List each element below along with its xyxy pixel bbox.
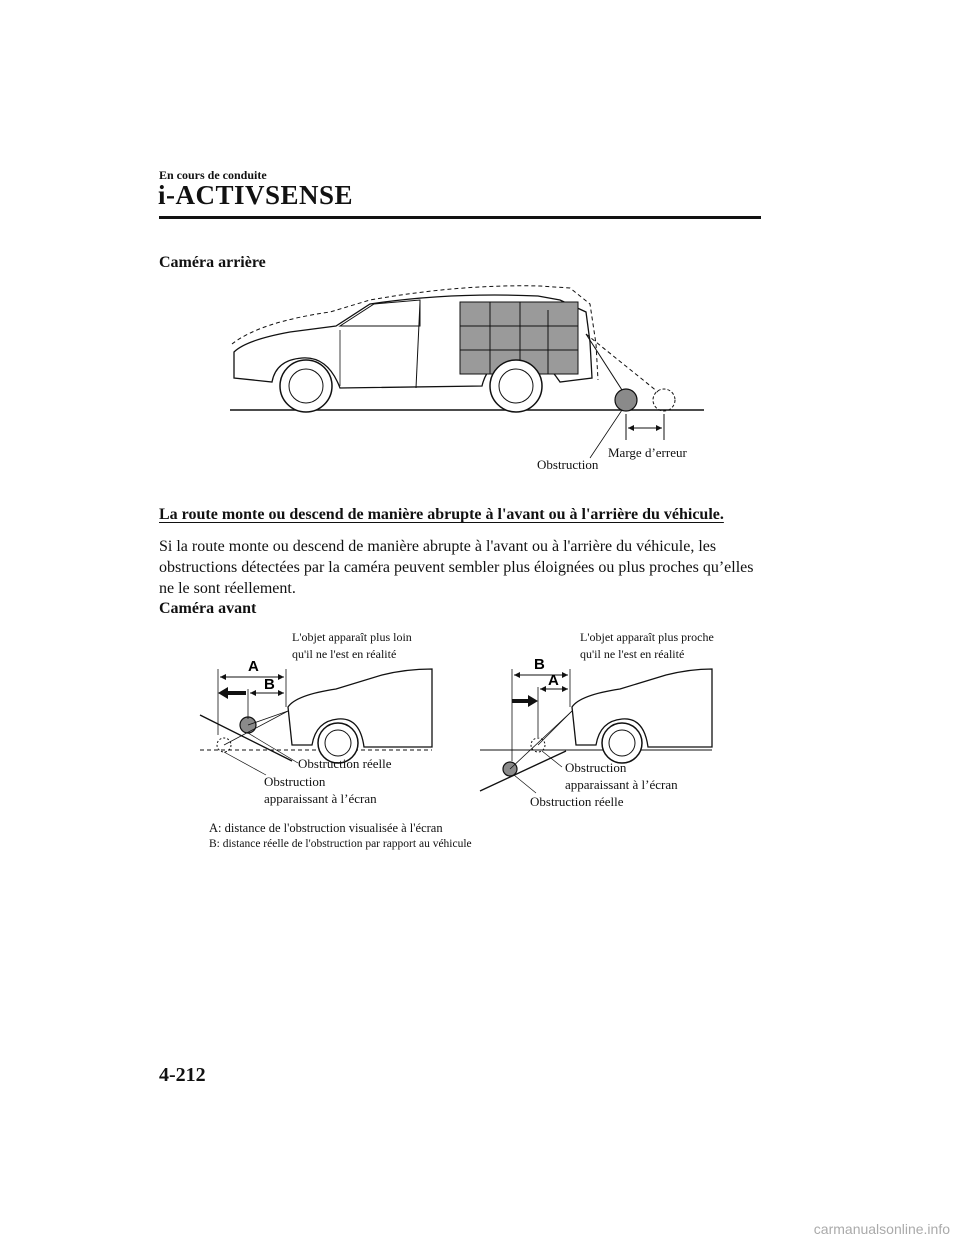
- vehicle-front: [572, 669, 712, 747]
- marker-a: A: [248, 658, 259, 675]
- page-number: 4-212: [159, 1064, 206, 1086]
- section-title: i-ACTIVSENSE: [158, 180, 354, 210]
- legend-a: A: distance de l'obstruction visualisée à l'écran: [209, 821, 443, 835]
- left-caption-line1: L'objet apparaît plus loin: [292, 630, 412, 644]
- rear-camera-heading: Caméra arrière: [159, 254, 266, 271]
- vehicle-front: [288, 669, 432, 747]
- apparent-obstruction-ball: [653, 389, 675, 411]
- slope-heading: La route monte ou descend de manière abrupte à l'avant ou à l'arrière du véhicule.: [159, 506, 724, 523]
- slope-paragraph: Si la route monte ou descend de manière abrupte à l'avant ou à l'arrière du véhicule, les obstructions détectées par la caméra peuvent sembler plus éloignées ou plus proches qu’elles ne le sont réellement.: [159, 538, 754, 597]
- watermark[interactable]: carmanualsonline.info: [813, 1221, 950, 1237]
- obstruction-label: Obstruction: [537, 457, 599, 472]
- legend-b: B: distance réelle de l'obstruction par rapport au véhicule: [209, 838, 472, 850]
- obstruction-ball: [615, 389, 637, 411]
- right-real-obstruction-label: Obstruction réelle: [530, 794, 624, 809]
- section-label: En cours de conduite: [159, 168, 267, 182]
- left-screen-obstruction-line1: Obstruction: [264, 774, 326, 789]
- right-caption-line2: qu'il ne l'est en réalité: [580, 647, 685, 661]
- right-caption-line1: L'objet apparaît plus proche: [580, 630, 714, 644]
- marker-b: B: [534, 656, 545, 673]
- camera-line-dashed: [586, 334, 658, 392]
- right-screen-obstruction-line2: apparaissant à l’écran: [565, 777, 678, 792]
- front-camera-heading: Caméra avant: [159, 600, 257, 617]
- left-real-obstruction-label: Obstruction réelle: [298, 756, 392, 771]
- right-screen-obstruction-line1: Obstruction: [565, 760, 627, 775]
- rear-camera-illustration: [220, 282, 720, 472]
- marker-b: B: [264, 676, 275, 693]
- marker-a: A: [548, 672, 559, 689]
- left-screen-obstruction-line2: apparaissant à l’écran: [264, 791, 377, 806]
- error-margin-label: Marge d’erreur: [608, 445, 687, 460]
- left-caption-line2: qu'il ne l'est en réalité: [292, 647, 397, 661]
- header-rule: [159, 216, 761, 219]
